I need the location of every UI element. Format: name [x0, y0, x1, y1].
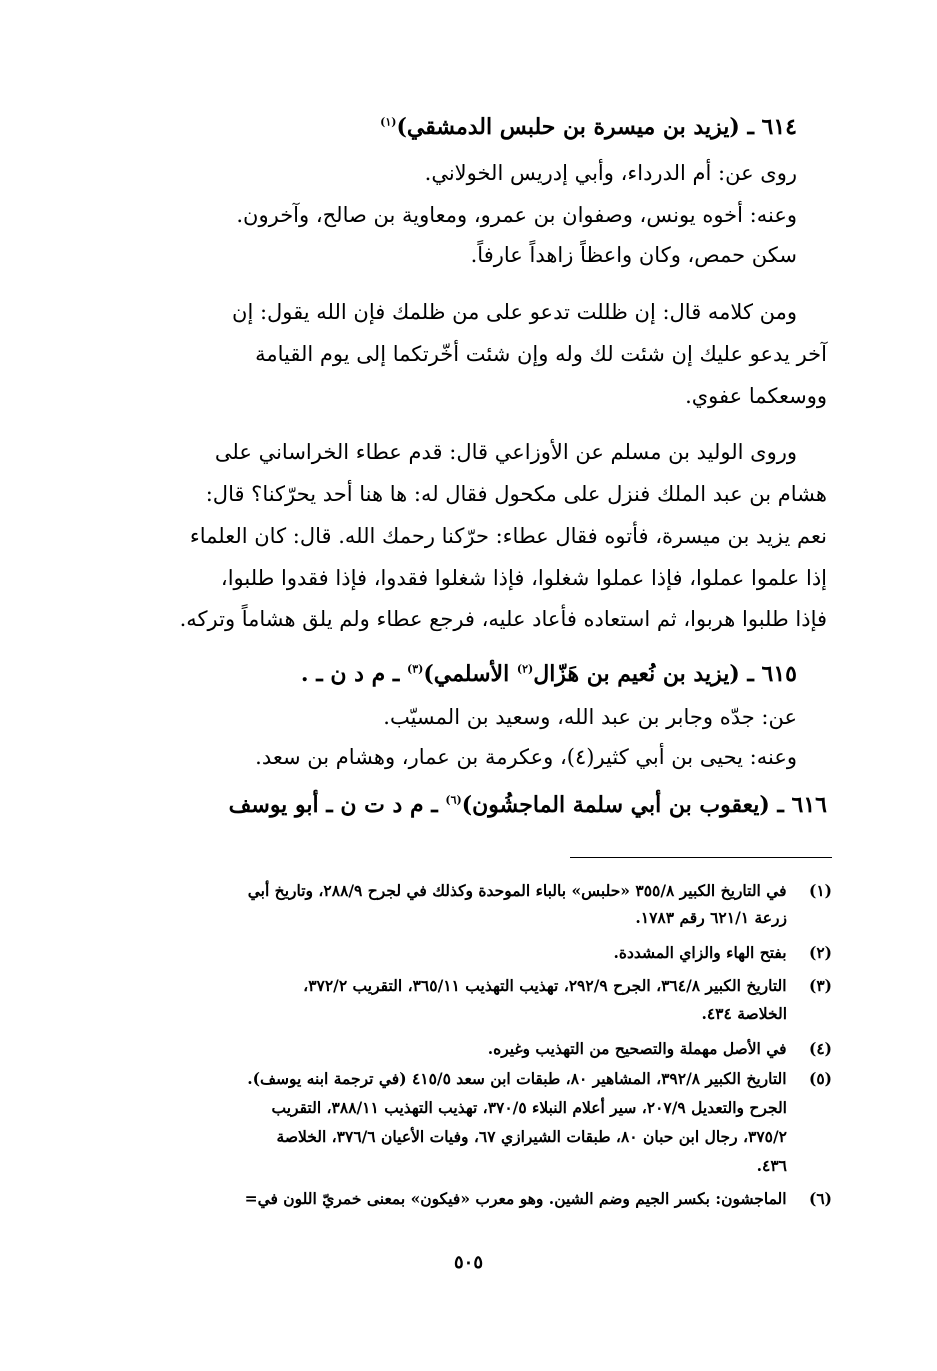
entry-616-title: ٦١٦ ـ (يعقوب بن أبي سلمة الماجشُون)$^{(٦)}$ ـ م د ت ن ـ أبو يوسف — [228, 792, 827, 818]
entry-614-line-3: سكن حمص، وكان واعظاً زاهداً عارفاً. — [470, 243, 797, 267]
para2-line-5: فإذا طلبوا هربوا، ثم استعاده فأعاد عليه، فرجع عطاء ولم يلق هشاماً وتركه. — [179, 607, 827, 631]
footnote-1-line-2: زرعة ٦٢١/١ رقم ١٧٨٣. — [635, 908, 787, 927]
footnote-3-line-2: الخلاصة ٤٣٤. — [701, 1004, 787, 1023]
para1-line-3: ووسعكما عفوي. — [685, 384, 827, 408]
entry-615-line-2: وعنه: يحيى بن أبي كثير(٤)، وعكرمة بن عمار، وهشام بن سعد. — [255, 745, 797, 769]
entry-614-line-1: روى عن: أم الدرداء، وأبي إدريس الخولاني. — [424, 161, 797, 185]
para1-line-1: ومن كلامه قال: إن ظللت تدعو على من ظلمك فإن الله يقول: إن — [232, 300, 797, 324]
footnote-5-line-1: (٥) التاريخ الكبير ٣٩٢/٨، المشاهير ٨٠، طبقات ابن سعد ٤١٥/٥ (في ترجمة ابنه يوسف). — [247, 1069, 832, 1088]
footnote-2-line-1: (٢) بفتح الهاء والزاي المشددة. — [613, 943, 832, 962]
para1-line-2: آخر يدعو عليك إن شئت لك وله وإن شئت أخّرتكما إلى يوم القيامة — [255, 342, 827, 366]
entry-614-title: ٦١٤ ـ (يزيد بن ميسرة بن حلبس الدمشقي)$^{(١)}$ — [380, 114, 797, 140]
footnote-4-line-1: (٤) في الأصل مهملة والتصحيح من التهذيب وغيره. — [487, 1039, 832, 1058]
para2-line-2: هشام بن عبد الملك فنزل على مكحول فقال له: ها هنا أحد يحرّكنا؟ قال: — [205, 482, 827, 506]
footnote-5-line-3: ٣٧٥/٢، رجال ابن حبان ٨٠، طبقات الشيرازي ٦٧، وفيات الأعيان ٣٧٦/٦، الخلاصة — [276, 1127, 787, 1146]
para2-line-1: وروى الوليد بن مسلم عن الأوزاعي قال: قدم عطاء الخراساني على — [214, 440, 797, 464]
para2-line-3: نعم يزيد بن ميسرة، فأتوه فقال عطاء: حرّكنا رحمك الله. قال: كان العلماء — [189, 524, 827, 548]
footnote-divider — [570, 857, 832, 858]
footnote-6-line-1: (٦) الماجشون: بكسر الجيم وضم الشين. وهو معرب «فيكون» بمعنى خمريّ اللون في= — [244, 1189, 832, 1208]
para2-line-4: إذا علموا عملوا، فإذا عملوا شغلوا، فإذا شغلوا فقدوا، فإذا فقدوا طلبوا، — [220, 566, 827, 590]
entry-615-title: ٦١٥ ـ (يزيد بن نُعيم بن هَزّال$^{(٢)}$ الأسلمي)$^{(٣)}$ ـ م د ن ـ . — [300, 661, 797, 687]
footnote-5-line-2: الجرح والتعديل ٢٠٧/٩، سير أعلام النبلاء ٣٧٠/٥، تهذيب التهذيب ٣٨٨/١١، التقريب — [271, 1098, 787, 1117]
entry-614-line-2: وعنه: أخوه يونس، وصفوان بن عمرو، ومعاوية بن صالح، وآخرون. — [236, 203, 797, 227]
footnote-5-line-4: ٤٣٦. — [756, 1156, 787, 1175]
footnote-3-line-1: (٣) التاريخ الكبير ٣٦٤/٨، الجرح ٢٩٢/٩، تهذيب التهذيب ٣٦٥/١١، التقريب ٣٧٢/٢، — [303, 976, 832, 995]
footnote-1-line-1: (١) في التاريخ الكبير ٣٥٥/٨ «حلبس» بالباء الموحدة وكذلك في لجرح ٢٨٨/٩، وتاريخ أبي — [247, 881, 832, 900]
entry-615-line-1: عن: جدّه وجابر بن عبد الله، وسعيد بن المسيّب. — [383, 705, 797, 729]
page-number: ٥٠٥ — [453, 1252, 483, 1273]
